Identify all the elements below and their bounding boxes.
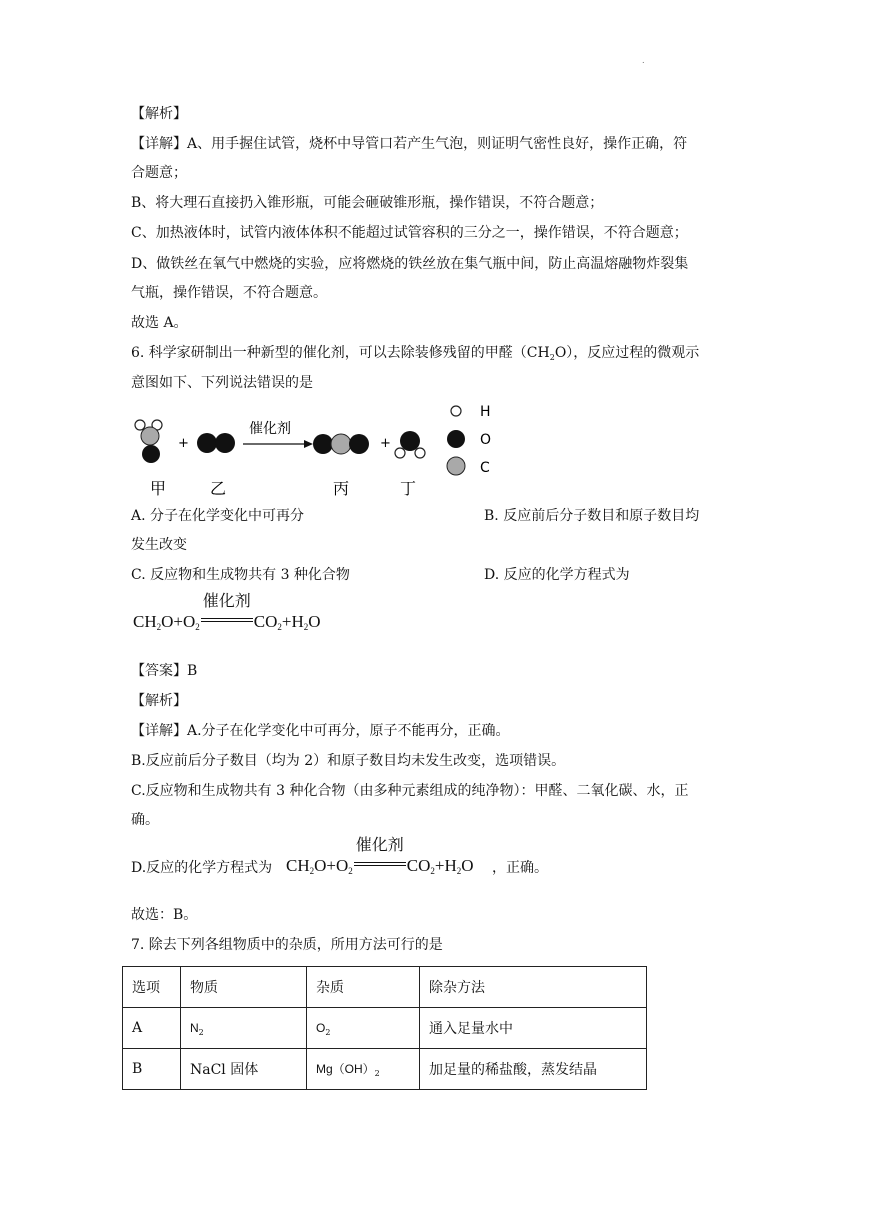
legend-hydrogen-icon: [451, 406, 461, 416]
table-header-cell: 杂质: [307, 967, 420, 1008]
eq-plus-h: +H: [434, 856, 457, 875]
q6-stem-line1: [131, 343, 699, 368]
eq-sub: 2: [348, 866, 353, 876]
substance-text: NaCl 固体: [190, 1062, 259, 1078]
q5-line-d2: 气瓶，操作错误，不符合题意。: [131, 285, 327, 301]
eq-sub: 2: [156, 622, 162, 632]
eq-catalyst-sign: [354, 835, 406, 876]
molecule-water: [395, 431, 425, 458]
q5-detail-line1: 【详解】A、用手握住试管，烧杯中导管口若产生气泡，则证明气密性良好，操作正确，符: [131, 136, 688, 152]
table-cell-substance: [181, 1008, 307, 1049]
eq-catalyst-sign: [201, 591, 253, 632]
q6-detail-b: B.反应前后分子数目（均为 2）和原子数目均未发生改变，选项错误。: [131, 753, 566, 769]
label-ding: 丁: [400, 479, 417, 498]
q6-stem-post: O），反应过程的微观示: [554, 345, 700, 361]
q6-analysis-label: 【解析】: [131, 693, 187, 709]
q5-choice: 故选 A。: [131, 315, 188, 331]
q6-detail-d-pre: D.反应的化学方程式为: [131, 860, 273, 876]
table-cell-impurity: [307, 1008, 420, 1049]
molecule-carbon-dioxide: [313, 434, 369, 454]
impurity-text: O: [316, 1020, 326, 1035]
q7-stem: 7. 除去下列各组物质中的杂质，所用方法可行的是: [131, 937, 443, 953]
eq-ch: CH: [133, 612, 157, 631]
q6-detail-c-line2: 确。: [131, 812, 159, 828]
eq-sub: 2: [195, 622, 200, 632]
substance-sub: 2: [198, 1027, 204, 1037]
atom-legend: [447, 404, 491, 476]
q6-detail-d-equation: [286, 835, 474, 876]
table-header-row: [123, 967, 647, 1008]
eq-sub: 2: [277, 622, 282, 632]
eq-o-end: O: [461, 856, 474, 875]
q6-option-d-equation: [133, 591, 321, 632]
q7-options-table: [122, 966, 647, 1090]
q5-line-b: B、将大理石直接扔入锥形瓶，可能会砸破锥形瓶，操作错误，不符合题意；: [131, 195, 604, 211]
q6-detail-d-post: ，正确。: [492, 860, 548, 876]
table-cell-method: 加足量的稀盐酸，蒸发结晶: [420, 1049, 647, 1090]
eq-sub: 2: [456, 866, 462, 876]
q6-detail-c-line1: C.反应物和生成物共有 3 种化合物（由多种元素组成的纯净物）：甲醛、二氧化碳、水，正: [131, 783, 689, 799]
eq-co: CO: [406, 856, 431, 875]
table-cell-impurity: [307, 1049, 420, 1090]
table-header-cell: 选项: [123, 967, 181, 1008]
label-jia: 甲: [150, 479, 167, 498]
page-marker-dot: .: [642, 56, 645, 65]
table-row: [123, 1008, 647, 1049]
label-yi: 乙: [210, 479, 227, 498]
q6-option-c: C. 反应物和生成物共有 3 种化合物: [131, 567, 350, 583]
table-cell-method: 通入足量水中: [420, 1008, 647, 1049]
eq-o-plus-o: O+O: [161, 612, 196, 631]
q6-detail-a: 【详解】A.分子在化学变化中可再分，原子不能再分，正确。: [131, 723, 510, 739]
eq-o-end: O: [308, 612, 321, 631]
q6-option-b-line1: B. 反应前后分子数目和原子数目均: [484, 508, 700, 524]
eq-co: CO: [253, 612, 278, 631]
q6-option-d: D. 反应的化学方程式为: [484, 567, 630, 583]
eq-ch: CH: [286, 856, 310, 875]
q6-option-a: A. 分子在化学变化中可再分: [131, 508, 305, 524]
q5-line-c: C、加热液体时，试管内液体体积不能超过试管容积的三分之一，操作错误，不符合题意；: [131, 225, 688, 241]
reaction-diagram: [130, 398, 500, 503]
eq-catalyst-label: 催化剂: [202, 591, 251, 610]
q6-stem-sub: 2: [549, 353, 555, 362]
q6-stem-pre: 6. 科学家研制出一种新型的催化剂，可以去除装修残留的甲醛（CH: [131, 345, 550, 361]
legend-oxygen-icon: [447, 430, 465, 448]
substance-text: N: [190, 1020, 199, 1035]
legend-label-c: C: [480, 460, 490, 476]
eq-sub: 2: [430, 866, 435, 876]
catalyst-label: 催化剂: [249, 421, 291, 437]
label-bing: 丙: [333, 479, 350, 498]
q5-analysis-label: 【解析】: [131, 106, 187, 122]
q5-line-d1: D、做铁丝在氧气中燃烧的实验，应将燃烧的铁丝放在集气瓶中间，防止高温熔融物炸裂集: [131, 256, 689, 272]
impurity-text: Mg（OH）: [316, 1062, 375, 1076]
impurity-sub: 2: [325, 1027, 331, 1037]
molecule-formaldehyde: [135, 420, 162, 463]
table-row: [123, 1049, 647, 1090]
q6-option-b-line2: 发生改变: [131, 537, 187, 553]
legend-label-h: H: [480, 404, 491, 420]
eq-sub: 2: [309, 866, 315, 876]
table-cell-substance: [181, 1049, 307, 1090]
legend-carbon-icon: [447, 457, 465, 475]
plus-sign-2: +: [380, 436, 391, 451]
eq-sub: 2: [303, 622, 309, 632]
impurity-sub: 2: [374, 1069, 380, 1078]
molecule-oxygen: [197, 433, 235, 453]
q5-detail-line2: 合题意；: [131, 165, 187, 181]
eq-catalyst-label: 催化剂: [355, 835, 404, 854]
table-cell-option: A: [123, 1008, 181, 1049]
eq-o-plus-o: O+O: [314, 856, 349, 875]
q6-stem-line2: 意图如下、下列说法错误的是: [131, 375, 313, 391]
table-cell-option: B: [123, 1049, 181, 1090]
table-header-cell: 除杂方法: [420, 967, 647, 1008]
q6-answer: 【答案】B: [131, 663, 198, 679]
table-header-cell: 物质: [181, 967, 307, 1008]
plus-sign-1: +: [178, 436, 189, 451]
q6-choice: 故选：B。: [131, 907, 198, 923]
eq-plus-h: +H: [281, 612, 304, 631]
reaction-arrow-head: [304, 440, 313, 448]
legend-label-o: O: [480, 432, 492, 448]
